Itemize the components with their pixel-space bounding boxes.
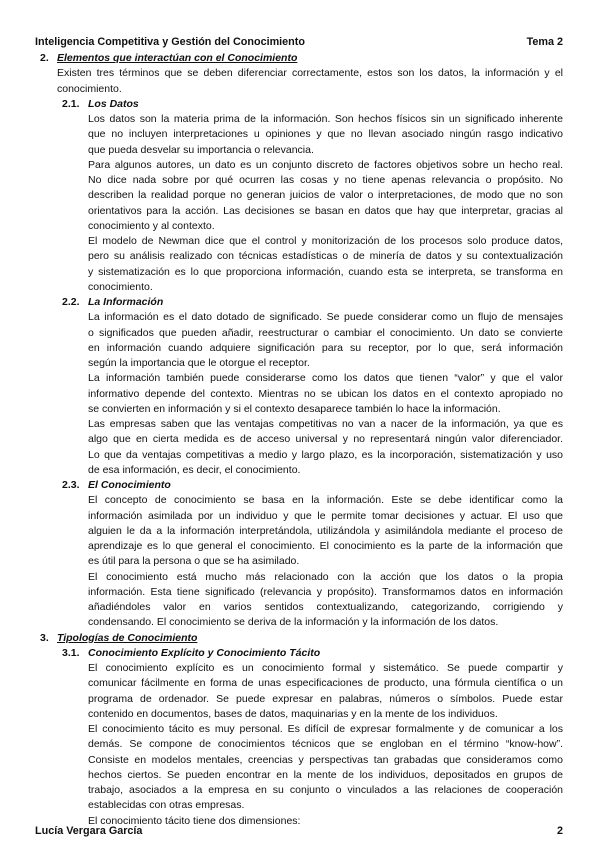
section-heading [0,51,600,66]
heading-text: Tipologías de Conocimiento [57,631,198,644]
paragraph-line: trabajo, asociados a la empresa en su conjunto o vinculados a las relaciones de cooperación [88,784,563,796]
subsection-heading [0,646,600,661]
paragraph-line: contenido en documentos, bases de datos, maquinarias y en la mente de los individuos. [88,707,498,720]
paragraph-line: añadiéndoles valor en varios sentidos contextualizando, categorizando, corrigiendo y [88,601,563,613]
paragraph-line: que no incluyen interpretaciones u opiniones y que no llevan asociado ningún rasgo indicativo [88,128,563,141]
paragraph-line: describen la realidad porque no generan juicios de valor o interpretaciones, de modo que no son [88,189,563,202]
paragraph-line: programa de ordenador. Se puede expresar en palabras, números o símbolos. Puede estar [88,692,563,705]
paragraph-line: Consiste en modelos mentales, creencias y perspectivas tan grabadas que consideramos como [88,753,563,766]
paragraph-line: demás. Se compone de conocimientos técnicos que se engloban en el término “know-how”. [88,738,563,751]
paragraph-line: El conocimiento explícito es un conocimiento formal y sistemático. Se puede compartir y [88,662,563,674]
paragraph-line: o significados que pueden añadir, reestructurar o cambiar el conocimiento. Un dato se convierte [88,326,563,339]
page-header [35,36,563,51]
paragraph-line: y sistematización es lo que proporciona información, cuando esta se interpreta, se transforma en [88,265,563,278]
paragraph-line: comunicar fácilmente en forma de unas especificaciones de producto, una fórmula científica o un [88,677,563,690]
paragraph-line: El concepto de conocimiento se basa en la información. Este se debe identificar como la [88,494,563,507]
paragraph-line: condensando. El conocimiento se deriva de la información y la información de los datos. [88,616,499,629]
subsection-heading [0,97,600,112]
paragraph-line: establecidas con otras empresas. [88,799,245,812]
paragraph-line: que pueda desvelar su importancia o relevancia. [88,143,314,156]
paragraph-line: El conocimiento tácito tiene dos dimensiones: [88,814,301,827]
paragraph-line: El conocimiento tácito es muy personal. Es difícil de expresar formalmente y de comunicar a los [88,723,563,735]
heading-number: 2.2. [62,296,80,308]
paragraph-line: conocimiento. [57,82,122,95]
paragraph-line: Las empresas saben que las ventajas competitivas no van a nacer de la información, ya que es [88,418,563,430]
document-body [0,51,600,829]
page-footer [35,825,563,840]
paragraph-line: información asimilada por un individuo y que le permite tomar decisiones y actuar. El uso que [88,509,563,522]
heading-number: 3. [40,631,49,644]
paragraph-line: No dice nada sobre por qué ocurren las cosas y no tiene apenas relevancia o propósito. No [88,174,563,186]
heading-number: 2.3. [62,479,80,491]
heading-text: Conocimiento Explícito y Conocimiento Tácito [88,646,321,659]
paragraph-line: El modelo de Newman dice que el control y monitorización de los procesos solo produce datos, [88,235,563,247]
author-name: Lucía Vergara García [35,825,143,837]
paragraph-line: conocimiento y al contexto. [88,219,215,232]
page-number: 2 [556,825,563,837]
paragraph-line: Lo que da ventajas competitivas a medio y largo plazo, es la incorporación, sistematización y uso [88,448,563,461]
paragraph [0,158,600,234]
heading-number: 3.1. [62,646,80,659]
paragraph-line: aprendizaje es lo que general el conocimiento. El conocimiento es la parte de la información que [88,540,563,552]
paragraph [0,310,600,371]
paragraph-line: La información también puede considerarse como los datos que tienen “valor” y que el valor [88,372,563,385]
topic-label: Tema 2 [526,36,563,48]
paragraph-line: conocimiento. [88,280,153,293]
heading-text: Elementos que interactúan con el Conocimiento [57,52,298,64]
paragraph-line: es útil para la persona o que se ha asimilado. [88,555,300,568]
paragraph [0,722,600,814]
paragraph-line: Existen tres términos que se deben diferenciar correctamente, estos son los datos, la información y el [57,67,563,80]
paragraph [0,493,600,569]
heading-number: 2. [40,52,49,64]
paragraph-line: se convierten en información y si el contexto desaparece también lo hace la información. [88,402,501,415]
paragraph-line: Los datos son la materia prima de la información. Son hechos físicos sin un significado inherente [88,113,563,125]
paragraph-line: información. Esta tiene significado (relevancia y propósito). Transformamos datos en información [88,585,563,598]
paragraph-line: informativo depende del contexto. Mientras no se ubican los datos en el contexto apropiado no [88,387,563,400]
paragraph [0,570,600,631]
subsection-heading [0,295,600,310]
paragraph-line: El conocimiento está mucho más relacionado con la acción que los datos o la propia [88,570,563,583]
paragraph-line: alguien le da a la información interpretándola, utilizándola y asimilándola mediante el proceso de [88,524,563,537]
paragraph-line: hechos ciertos. Se pueden encontrar en la mente de los individuos, depositados en grupos de [88,768,563,781]
paragraph [0,417,600,478]
document-title: Inteligencia Competitiva y Gestión del Conocimiento [35,36,305,48]
paragraph-line: según la importancia que le otorgue el receptor. [88,357,310,369]
paragraph-line: orientativos para la acción. Las decisiones se basan en datos que hay que interpretar, gracias al [88,204,563,217]
heading-number: 2.1. [62,97,80,110]
paragraph [0,234,600,295]
heading-text: El Conocimiento [88,479,171,491]
paragraph-line: algo que en cierta medida es de acceso universal y no representará ningún valor diferenciador. [88,433,563,446]
paragraph [0,661,600,722]
subsection-heading [0,478,600,493]
paragraph-line: La información es el dato dotado de significado. Se puede considerar como un flujo de mensajes [88,311,563,324]
section-heading [0,631,600,646]
paragraph-line: pero su análisis realizado con técnicas estadísticas o de minería de datos y su contextualización [88,250,563,263]
paragraph [0,66,600,97]
heading-text: La Información [88,296,164,308]
paragraph [0,371,600,417]
paragraph-line: de esa información, es decir, el conocimiento. [88,463,301,476]
paragraph-line: Para algunos autores, un dato es un conjunto discreto de factores objetivos sobre un hecho real. [88,158,563,171]
paragraph [0,112,600,158]
paragraph-line: en información cuando adquiere significación para su receptor, por lo que, será información [88,341,563,354]
heading-text: Los Datos [88,97,139,110]
